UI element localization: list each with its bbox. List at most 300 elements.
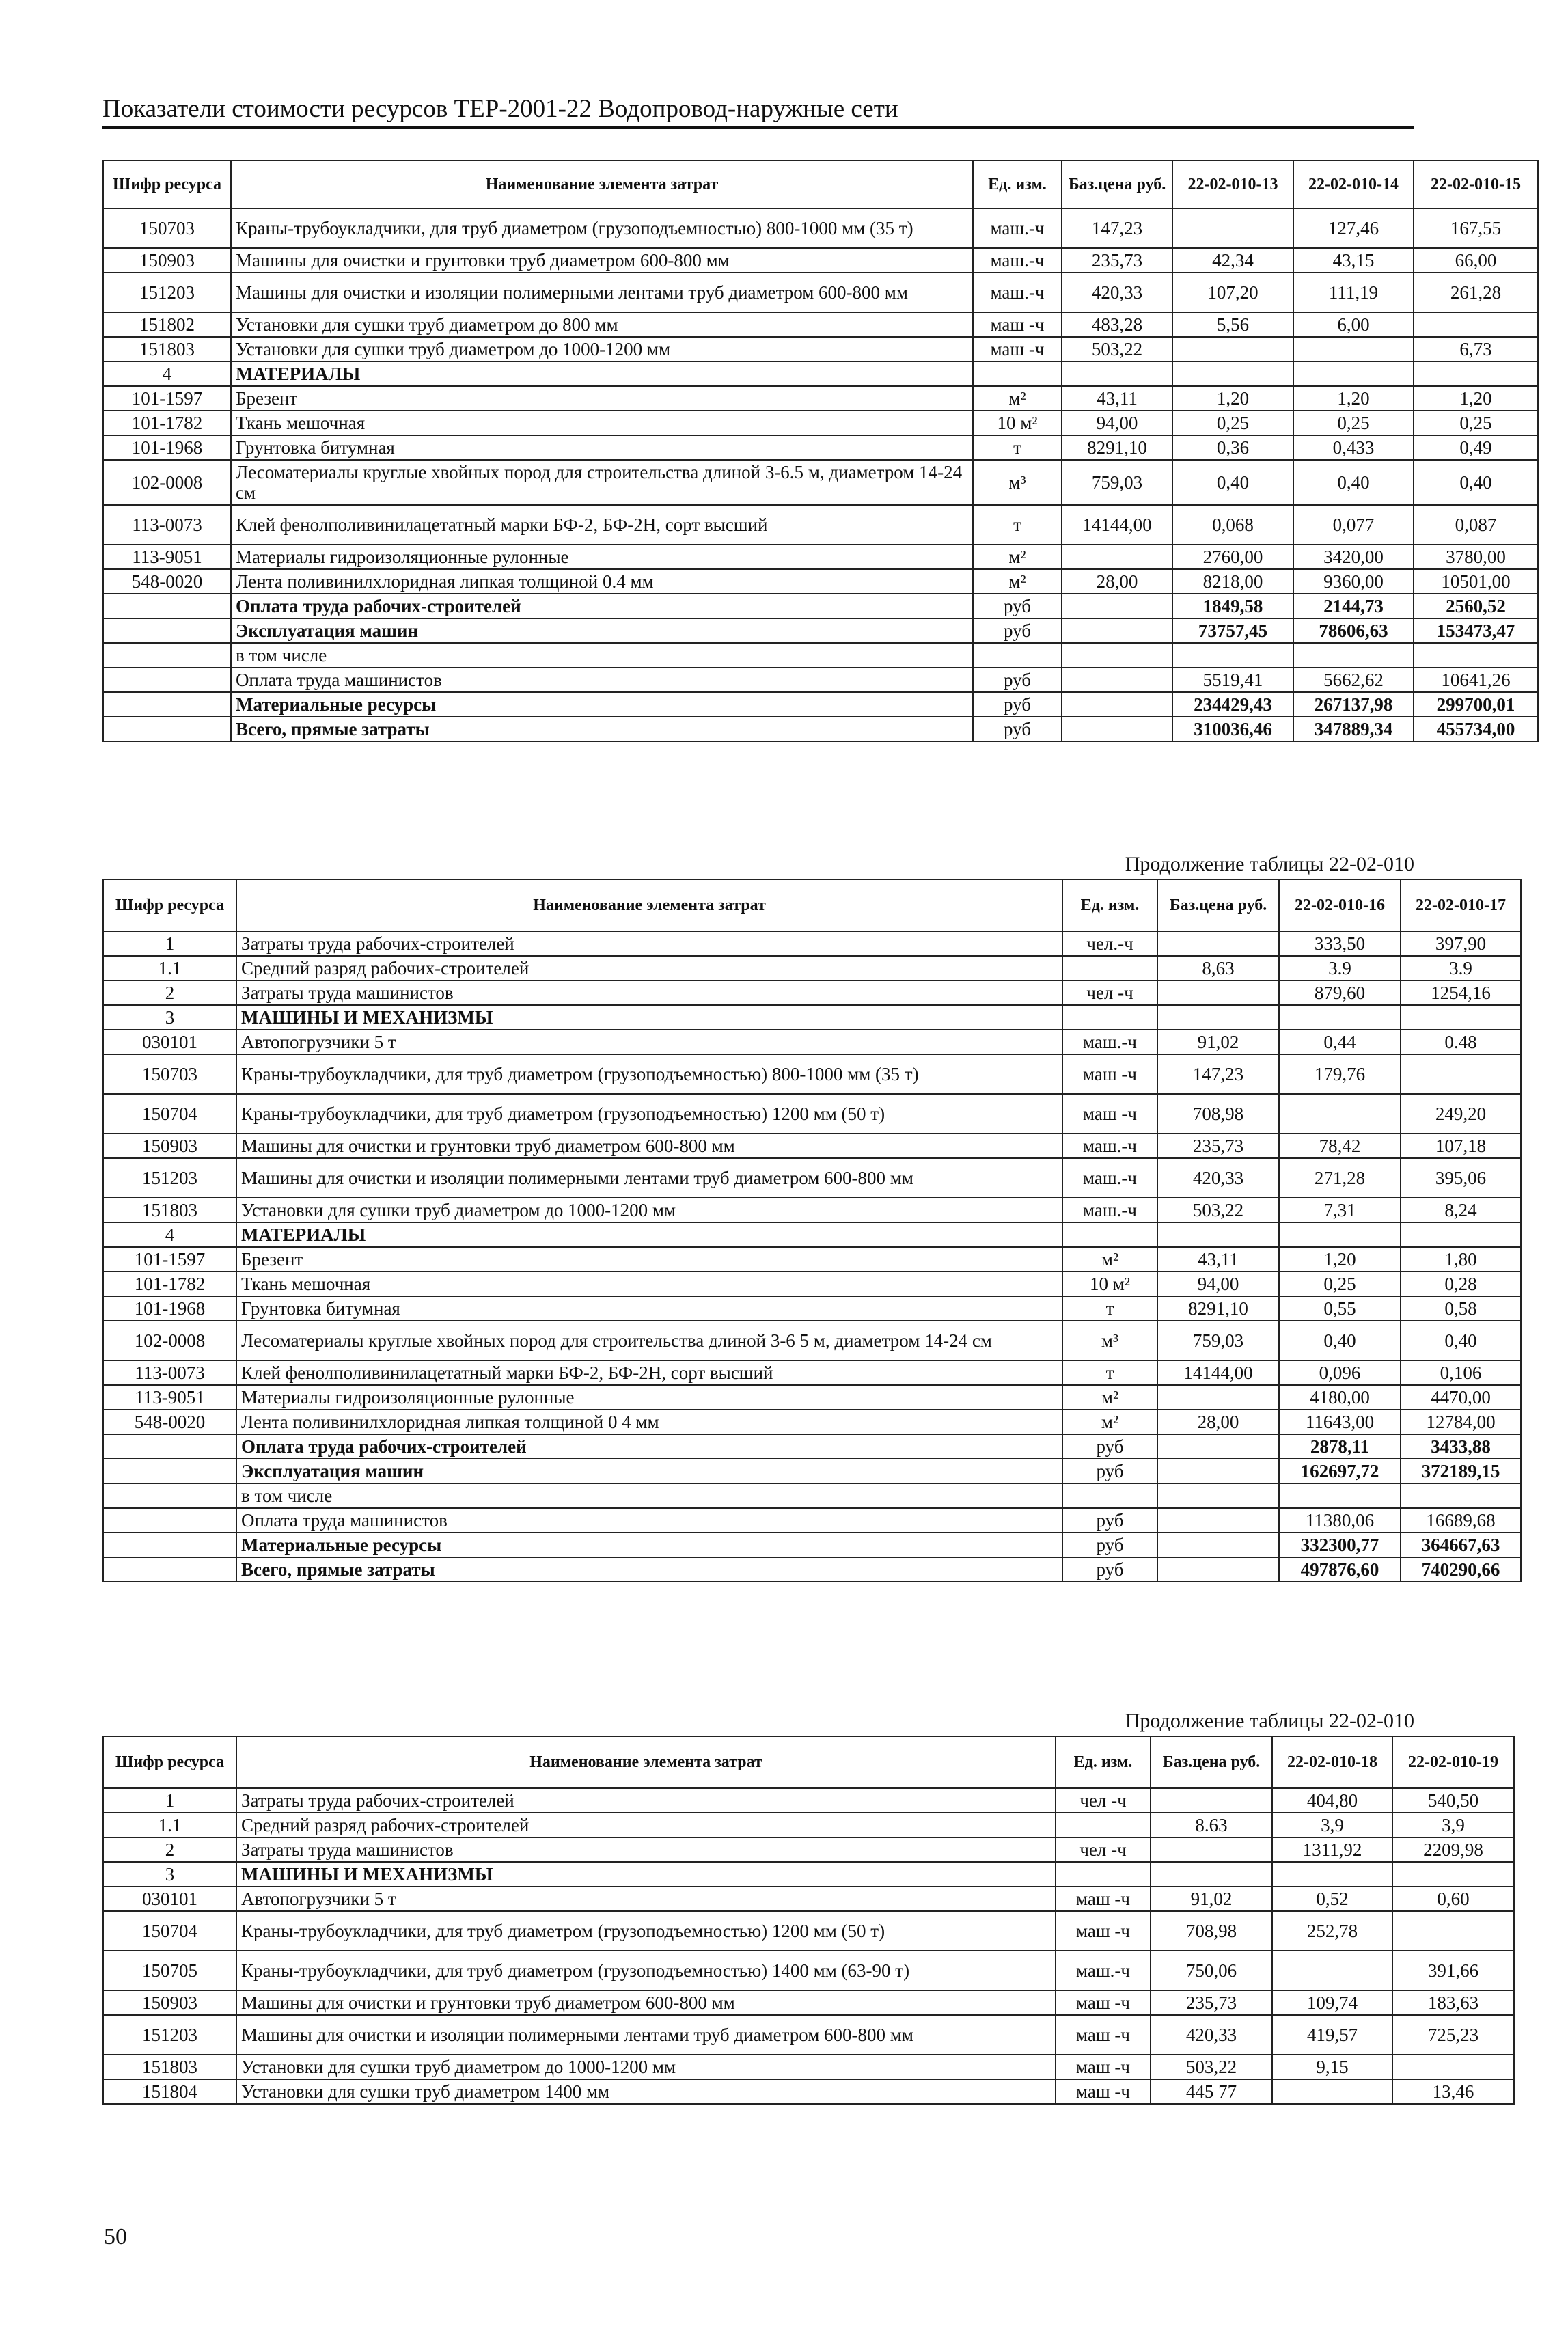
value-cell: 2878,11 <box>1279 1434 1401 1459</box>
base-price-cell <box>1157 1557 1279 1582</box>
unit-cell: маш -ч <box>1056 2079 1151 2104</box>
cost-element-name-cell: Клей фенолполивинилацетатный марки БФ-2, БФ-2Н, сорт высший <box>236 1360 1062 1385</box>
unit-cell: м² <box>1062 1410 1157 1434</box>
base-price-cell <box>1062 692 1172 717</box>
cost-element-name-cell: МАШИНЫ И МЕХАНИЗМЫ <box>236 1862 1056 1887</box>
resource-code-cell: 1.1 <box>103 1813 236 1837</box>
resource-code-cell: 151203 <box>103 1158 236 1198</box>
resource-code-cell <box>103 594 231 618</box>
value-cell: 107,18 <box>1401 1134 1521 1158</box>
base-price-cell: 759,03 <box>1062 460 1172 505</box>
column-header: 22-02-010-19 <box>1392 1736 1514 1788</box>
unit-cell: маш -ч <box>973 312 1062 337</box>
value-cell: 3,9 <box>1272 1813 1392 1837</box>
table-row <box>103 1533 1521 1557</box>
resource-code-cell <box>103 1434 236 1459</box>
column-header: 22-02-010-18 <box>1272 1736 1392 1788</box>
value-cell: 725,23 <box>1392 2015 1514 2055</box>
value-cell <box>1272 1951 1392 1990</box>
resource-code-cell: 101-1782 <box>103 1272 236 1296</box>
resource-code-cell: 151203 <box>103 273 231 312</box>
value-cell: 183,63 <box>1392 1990 1514 2015</box>
value-cell: 0,40 <box>1414 460 1538 505</box>
table-row <box>103 956 1521 981</box>
cost-element-name-cell: Ткань мешочная <box>236 1272 1062 1296</box>
value-cell <box>1172 208 1293 248</box>
table-row <box>103 1094 1521 1134</box>
page-header: Показатели стоимости ресурсов ТЕР-2001-22 Водопровод-наружные сети <box>102 95 898 123</box>
value-cell: 0,087 <box>1414 505 1538 545</box>
cost-element-name-cell: в том числе <box>236 1483 1062 1508</box>
value-cell <box>1172 337 1293 361</box>
base-price-cell: 91,02 <box>1157 1030 1279 1054</box>
unit-cell: руб <box>973 717 1062 741</box>
value-cell <box>1401 1054 1521 1094</box>
value-cell: 11380,06 <box>1279 1508 1401 1533</box>
base-price-cell <box>1157 981 1279 1005</box>
cost-element-name-cell: Машины для очистки и изоляции полимерными лентами труб диаметром 600-800 мм <box>236 2015 1056 2055</box>
table-row <box>103 594 1538 618</box>
resource-code-cell: 113-0073 <box>103 505 231 545</box>
base-price-cell: 147,23 <box>1062 208 1172 248</box>
unit-cell: руб <box>1062 1533 1157 1557</box>
cost-element-name-cell: Краны-трубоукладчики, для труб диаметром (грузоподъемностью) 1200 мм (50 т) <box>236 1911 1056 1951</box>
unit-cell <box>1056 1813 1151 1837</box>
cost-element-name-cell: Краны-трубоукладчики, для труб диаметром (грузоподъемностью) 800-1000 мм (35 т) <box>231 208 973 248</box>
resource-code-cell: 030101 <box>103 1030 236 1054</box>
value-cell: 10501,00 <box>1414 569 1538 594</box>
value-cell: 107,20 <box>1172 273 1293 312</box>
value-cell <box>1392 1862 1514 1887</box>
table-row <box>103 1837 1514 1862</box>
unit-cell: маш.-ч <box>1056 1951 1151 1990</box>
value-cell: 252,78 <box>1272 1911 1392 1951</box>
resource-code-cell <box>103 1557 236 1582</box>
table-row <box>103 411 1538 435</box>
base-price-cell <box>1062 545 1172 569</box>
cost-element-name-cell: Лента поливинилхлоридная липкая толщиной 0.4 мм <box>231 569 973 594</box>
value-cell: 395,06 <box>1401 1158 1521 1198</box>
value-cell: 3420,00 <box>1293 545 1414 569</box>
unit-cell: м² <box>1062 1385 1157 1410</box>
value-cell: 333,50 <box>1279 931 1401 956</box>
cost-element-name-cell: Клей фенолполивинилацетатный марки БФ-2, БФ-2Н, сорт высший <box>231 505 973 545</box>
unit-cell: руб <box>973 594 1062 618</box>
table-row <box>103 1005 1521 1030</box>
cost-element-name-cell: Лента поливинилхлоридная липкая толщиной 0 4 мм <box>236 1410 1062 1434</box>
unit-cell: маш -ч <box>1062 1054 1157 1094</box>
table-row <box>103 1911 1514 1951</box>
base-price-cell: 28,00 <box>1157 1410 1279 1434</box>
unit-cell: м² <box>973 386 1062 411</box>
value-cell: 0,25 <box>1279 1272 1401 1296</box>
unit-cell: маш -ч <box>973 337 1062 361</box>
unit-cell: руб <box>1062 1557 1157 1582</box>
cost-element-name-cell: Оплата труда машинистов <box>236 1508 1062 1533</box>
value-cell <box>1293 361 1414 386</box>
table-row <box>103 208 1538 248</box>
table-row <box>103 2055 1514 2079</box>
table-row <box>103 312 1538 337</box>
cost-element-name-cell: Краны-трубоукладчики, для труб диаметром (грузоподъемностью) 1400 мм (63-90 т) <box>236 1951 1056 1990</box>
unit-cell <box>1056 1862 1151 1887</box>
table-row <box>103 2079 1514 2104</box>
base-price-cell: 8291,10 <box>1157 1296 1279 1321</box>
resource-code-cell: 151803 <box>103 1198 236 1222</box>
base-price-cell: 503,22 <box>1151 2055 1272 2079</box>
table-row <box>103 2015 1514 2055</box>
value-cell: 540,50 <box>1392 1788 1514 1813</box>
unit-cell: 10 м² <box>1062 1272 1157 1296</box>
unit-cell: маш.-ч <box>1062 1198 1157 1222</box>
base-price-cell <box>1062 594 1172 618</box>
value-cell: 7,31 <box>1279 1198 1401 1222</box>
table-row <box>103 1222 1521 1247</box>
cost-element-name-cell: Оплата труда машинистов <box>231 668 973 692</box>
value-cell: 364667,63 <box>1401 1533 1521 1557</box>
value-cell: 249,20 <box>1401 1094 1521 1134</box>
value-cell: 0,49 <box>1414 435 1538 460</box>
cost-element-name-cell: Материалы гидроизоляционные рулонные <box>236 1385 1062 1410</box>
base-price-cell: 420,33 <box>1157 1158 1279 1198</box>
base-price-cell: 708,98 <box>1151 1911 1272 1951</box>
table-row <box>103 505 1538 545</box>
resource-code-cell: 2 <box>103 1837 236 1862</box>
cost-element-name-cell: Оплата труда рабочих-строителей <box>236 1434 1062 1459</box>
value-cell <box>1279 1222 1401 1247</box>
value-cell: 0,106 <box>1401 1360 1521 1385</box>
resource-code-cell: 1.1 <box>103 956 236 981</box>
value-cell <box>1293 643 1414 668</box>
column-header: Шифр ресурса <box>103 879 236 931</box>
value-cell: 879,60 <box>1279 981 1401 1005</box>
base-price-cell: 8,63 <box>1157 956 1279 981</box>
value-cell: 4470,00 <box>1401 1385 1521 1410</box>
value-cell <box>1172 361 1293 386</box>
base-price-cell <box>1151 1788 1272 1813</box>
value-cell: 78,42 <box>1279 1134 1401 1158</box>
table-row <box>103 337 1538 361</box>
value-cell: 0,40 <box>1293 460 1414 505</box>
unit-cell: чел.-ч <box>1062 931 1157 956</box>
unit-cell <box>973 643 1062 668</box>
value-cell: 0,068 <box>1172 505 1293 545</box>
value-cell: 1,80 <box>1401 1247 1521 1272</box>
table-row <box>103 569 1538 594</box>
cost-element-name-cell: Установки для сушки труб диаметром до 1000-1200 мм <box>236 2055 1056 2079</box>
base-price-cell: 91,02 <box>1151 1887 1272 1911</box>
base-price-cell <box>1062 643 1172 668</box>
value-cell: 0,40 <box>1172 460 1293 505</box>
base-price-cell <box>1062 717 1172 741</box>
resource-code-cell <box>103 1483 236 1508</box>
unit-cell: м² <box>1062 1247 1157 1272</box>
cost-element-name-cell: Машины для очистки и грунтовки труб диаметром 600-800 мм <box>231 248 973 273</box>
unit-cell: чел -ч <box>1056 1837 1151 1862</box>
base-price-cell: 94,00 <box>1062 411 1172 435</box>
unit-cell: маш.-ч <box>973 208 1062 248</box>
resource-code-cell: 113-9051 <box>103 545 231 569</box>
base-price-cell: 14144,00 <box>1157 1360 1279 1385</box>
value-cell <box>1414 312 1538 337</box>
cost-element-name-cell: МАТЕРИАЛЫ <box>236 1222 1062 1247</box>
value-cell: 127,46 <box>1293 208 1414 248</box>
value-cell <box>1172 643 1293 668</box>
cost-table-2 <box>102 879 1522 1582</box>
cost-element-name-cell: Эксплуатация машин <box>236 1459 1062 1483</box>
value-cell: 1311,92 <box>1272 1837 1392 1862</box>
table-row <box>103 1990 1514 2015</box>
base-price-cell <box>1151 1862 1272 1887</box>
value-cell: 78606,63 <box>1293 618 1414 643</box>
resource-code-cell: 101-1968 <box>103 1296 236 1321</box>
table-row <box>103 1788 1514 1813</box>
table-row <box>103 460 1538 505</box>
cost-element-name-cell: Установки для сушки труб диаметром до 800 мм <box>231 312 973 337</box>
unit-cell: маш -ч <box>1056 2015 1151 2055</box>
unit-cell: маш -ч <box>1062 1094 1157 1134</box>
value-cell: 1849,58 <box>1172 594 1293 618</box>
resource-code-cell: 113-9051 <box>103 1385 236 1410</box>
value-cell: 347889,34 <box>1293 717 1414 741</box>
value-cell: 1,20 <box>1293 386 1414 411</box>
value-cell: 3,9 <box>1392 1813 1514 1837</box>
value-cell <box>1272 1862 1392 1887</box>
resource-code-cell: 102-0008 <box>103 1321 236 1360</box>
table-row <box>103 435 1538 460</box>
value-cell: 6,73 <box>1414 337 1538 361</box>
cost-element-name-cell: Оплата труда рабочих-строителей <box>231 594 973 618</box>
base-price-cell: 43,11 <box>1157 1247 1279 1272</box>
unit-cell: маш.-ч <box>1062 1158 1157 1198</box>
base-price-cell <box>1157 1385 1279 1410</box>
base-price-cell <box>1157 1005 1279 1030</box>
value-cell: 261,28 <box>1414 273 1538 312</box>
base-price-cell: 28,00 <box>1062 569 1172 594</box>
resource-code-cell <box>103 692 231 717</box>
unit-cell: маш.-ч <box>973 273 1062 312</box>
value-cell <box>1414 643 1538 668</box>
unit-cell: руб <box>973 668 1062 692</box>
value-cell: 162697,72 <box>1279 1459 1401 1483</box>
column-header: Ед. изм. <box>1062 879 1157 931</box>
table-row <box>103 931 1521 956</box>
cost-table-3 <box>102 1736 1515 2105</box>
value-cell: 0,433 <box>1293 435 1414 460</box>
base-price-cell <box>1157 1434 1279 1459</box>
value-cell: 1254,16 <box>1401 981 1521 1005</box>
unit-cell: маш -ч <box>1056 2055 1151 2079</box>
resource-code-cell: 150704 <box>103 1911 236 1951</box>
value-cell <box>1279 1005 1401 1030</box>
unit-cell: маш -ч <box>1056 1911 1151 1951</box>
base-price-cell <box>1157 1222 1279 1247</box>
cost-element-name-cell: Материалы гидроизоляционные рулонные <box>231 545 973 569</box>
cost-element-name-cell: Лесоматериалы круглые хвойных пород для строительства длиной 3-6 5 м, диаметром 14-24 см <box>236 1321 1062 1360</box>
value-cell: 3.9 <box>1401 956 1521 981</box>
column-header: 22-02-010-16 <box>1279 879 1401 931</box>
value-cell: 397,90 <box>1401 931 1521 956</box>
value-cell: 1,20 <box>1279 1247 1401 1272</box>
value-cell: 6,00 <box>1293 312 1414 337</box>
base-price-cell <box>1157 1508 1279 1533</box>
continuation-note-2: Продолжение таблицы 22-02-010 <box>1125 1710 1414 1732</box>
unit-cell: руб <box>1062 1508 1157 1533</box>
value-cell: 3.9 <box>1279 956 1401 981</box>
unit-cell: чел -ч <box>1062 981 1157 1005</box>
resource-code-cell <box>103 1508 236 1533</box>
base-price-cell: 43,11 <box>1062 386 1172 411</box>
table-row <box>103 643 1538 668</box>
table-row <box>103 1247 1521 1272</box>
resource-code-cell: 2 <box>103 981 236 1005</box>
resource-code-cell: 4 <box>103 361 231 386</box>
base-price-cell: 235,73 <box>1151 1990 1272 2015</box>
base-price-cell: 420,33 <box>1062 273 1172 312</box>
resource-code-cell <box>103 618 231 643</box>
cost-element-name-cell: Брезент <box>231 386 973 411</box>
table-row <box>103 273 1538 312</box>
value-cell: 332300,77 <box>1279 1533 1401 1557</box>
value-cell: 0,36 <box>1172 435 1293 460</box>
value-cell: 109,74 <box>1272 1990 1392 2015</box>
column-header: Наименование элемента затрат <box>236 879 1062 931</box>
table-row <box>103 1951 1514 1990</box>
value-cell: 73757,45 <box>1172 618 1293 643</box>
value-cell: 234429,43 <box>1172 692 1293 717</box>
value-cell: 42,34 <box>1172 248 1293 273</box>
value-cell: 0,28 <box>1401 1272 1521 1296</box>
value-cell: 1,20 <box>1172 386 1293 411</box>
value-cell: 3780,00 <box>1414 545 1538 569</box>
cost-element-name-cell: Брезент <box>236 1247 1062 1272</box>
resource-code-cell <box>103 1459 236 1483</box>
base-price-cell: 503,22 <box>1062 337 1172 361</box>
cost-element-name-cell: Средний разряд рабочих-строителей <box>236 956 1062 981</box>
value-cell: 0,44 <box>1279 1030 1401 1054</box>
unit-cell <box>1062 1222 1157 1247</box>
value-cell: 9360,00 <box>1293 569 1414 594</box>
table-row <box>103 668 1538 692</box>
base-price-cell: 147,23 <box>1157 1054 1279 1094</box>
cost-element-name-cell: Материальные ресурсы <box>231 692 973 717</box>
cost-element-name-cell: Грунтовка битумная <box>231 435 973 460</box>
table-row <box>103 1158 1521 1198</box>
value-cell: 0,40 <box>1401 1321 1521 1360</box>
table-row <box>103 1054 1521 1094</box>
value-cell: 11643,00 <box>1279 1410 1401 1434</box>
base-price-cell: 503,22 <box>1157 1198 1279 1222</box>
base-price-cell: 750,06 <box>1151 1951 1272 1990</box>
column-header: Баз.цена руб. <box>1157 879 1279 931</box>
table-row <box>103 1321 1521 1360</box>
base-price-cell: 708,98 <box>1157 1094 1279 1134</box>
value-cell: 66,00 <box>1414 248 1538 273</box>
value-cell: 455734,00 <box>1414 717 1538 741</box>
cost-element-name-cell: Материальные ресурсы <box>236 1533 1062 1557</box>
column-header: 22-02-010-15 <box>1414 161 1538 208</box>
table-row <box>103 1508 1521 1533</box>
value-cell: 372189,15 <box>1401 1459 1521 1483</box>
value-cell: 0,55 <box>1279 1296 1401 1321</box>
cost-element-name-cell: Всего, прямые затраты <box>231 717 973 741</box>
table-row <box>103 1434 1521 1459</box>
value-cell: 419,57 <box>1272 2015 1392 2055</box>
resource-code-cell: 548-0020 <box>103 569 231 594</box>
table-row <box>103 1813 1514 1837</box>
value-cell <box>1272 2079 1392 2104</box>
table-row <box>103 1887 1514 1911</box>
unit-cell: м² <box>973 569 1062 594</box>
table-row <box>103 545 1538 569</box>
value-cell: 0,60 <box>1392 1887 1514 1911</box>
table-row <box>103 248 1538 273</box>
resource-code-cell: 1 <box>103 1788 236 1813</box>
value-cell: 2209,98 <box>1392 1837 1514 1862</box>
unit-cell: руб <box>973 618 1062 643</box>
unit-cell <box>1062 1005 1157 1030</box>
resource-code-cell <box>103 717 231 741</box>
table-row <box>103 1410 1521 1434</box>
table-row <box>103 1134 1521 1158</box>
unit-cell: т <box>973 505 1062 545</box>
base-price-cell <box>1157 931 1279 956</box>
value-cell: 153473,47 <box>1414 618 1538 643</box>
value-cell <box>1401 1483 1521 1508</box>
cost-element-name-cell: Затраты труда машинистов <box>236 981 1062 1005</box>
column-header: Ед. изм. <box>1056 1736 1151 1788</box>
column-header: Ед. изм. <box>973 161 1062 208</box>
column-header: Шифр ресурса <box>103 161 231 208</box>
resource-code-cell: 101-1968 <box>103 435 231 460</box>
unit-cell: руб <box>1062 1434 1157 1459</box>
value-cell: 111,19 <box>1293 273 1414 312</box>
base-price-cell <box>1151 1837 1272 1862</box>
resource-code-cell <box>103 668 231 692</box>
base-price-cell: 420,33 <box>1151 2015 1272 2055</box>
value-cell: 9,15 <box>1272 2055 1392 2079</box>
unit-cell: м³ <box>1062 1321 1157 1360</box>
base-price-cell: 8291,10 <box>1062 435 1172 460</box>
cost-element-name-cell: Машины для очистки и изоляции полимерными лентами труб диаметром 600-800 мм <box>236 1158 1062 1198</box>
table-row <box>103 618 1538 643</box>
table-row <box>103 717 1538 741</box>
cost-element-name-cell: Затраты труда машинистов <box>236 1837 1056 1862</box>
value-cell: 0,096 <box>1279 1360 1401 1385</box>
cost-element-name-cell: Автопогрузчики 5 т <box>236 1887 1056 1911</box>
cost-element-name-cell: Затраты труда рабочих-строителей <box>236 1788 1056 1813</box>
resource-code-cell: 1 <box>103 931 236 956</box>
table-header-row <box>103 879 1521 931</box>
resource-code-cell: 113-0073 <box>103 1360 236 1385</box>
resource-code-cell: 3 <box>103 1005 236 1030</box>
value-cell: 299700,01 <box>1414 692 1538 717</box>
table-row <box>103 1296 1521 1321</box>
resource-code-cell: 151802 <box>103 312 231 337</box>
table-row <box>103 1030 1521 1054</box>
table-row <box>103 1198 1521 1222</box>
resource-code-cell <box>103 643 231 668</box>
base-price-cell: 483,28 <box>1062 312 1172 337</box>
unit-cell <box>1062 956 1157 981</box>
unit-cell: маш.-ч <box>1062 1030 1157 1054</box>
value-cell: 0,52 <box>1272 1887 1392 1911</box>
value-cell: 3433,88 <box>1401 1434 1521 1459</box>
resource-code-cell: 151803 <box>103 2055 236 2079</box>
value-cell: 16689,68 <box>1401 1508 1521 1533</box>
unit-cell <box>973 361 1062 386</box>
unit-cell: маш.-ч <box>1062 1134 1157 1158</box>
